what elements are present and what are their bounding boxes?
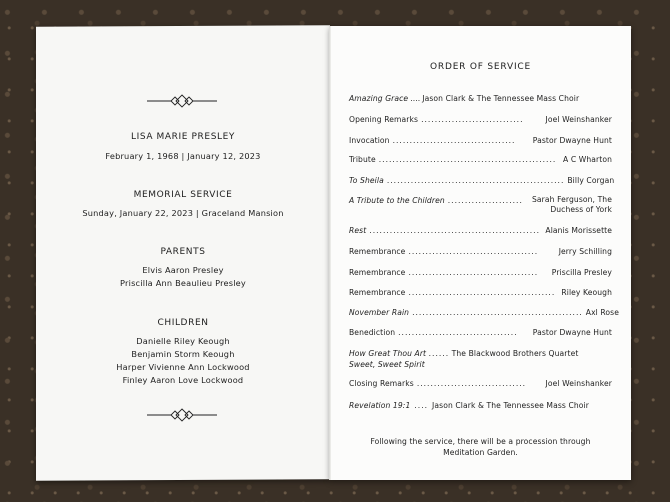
service-item-row (349, 225, 612, 236)
memorial-service-heading: MEMORIAL SERVICE (133, 190, 233, 200)
leader-dots: ................................ (416, 379, 527, 388)
leader-dots: .................................... (392, 136, 516, 145)
service-item-subtitle: Sweet, Sweet Spirit (349, 360, 425, 369)
service-item-title: Closing Remarks (349, 379, 414, 388)
leader-dots: ...................................... (408, 247, 539, 256)
service-item-row (349, 154, 612, 165)
leader-dots: ................................... (398, 328, 518, 337)
service-item-performer: Jason Clark & The Tennessee Mass Choir (422, 94, 580, 103)
parent-name: Elvis Aaron Presley (142, 265, 224, 275)
left-page-content (36, 26, 330, 480)
service-item-title: Remembrance (349, 288, 406, 297)
leader-dots: .................................................. (412, 308, 583, 317)
service-item-performer: Axl Rose (585, 308, 620, 317)
child-name: Finley Aaron Love Lockwood (122, 375, 244, 385)
service-item-performer: Sarah Ferguson, The Duchess of York (532, 195, 612, 214)
child-name: Benjamin Storm Keough (131, 349, 235, 359)
service-item-row (349, 246, 612, 257)
service-item-row (349, 175, 615, 186)
service-item-title: Tribute (349, 155, 376, 164)
service-item-row (349, 267, 612, 278)
service-item-row (349, 93, 612, 104)
leader-dots: .... (414, 401, 429, 410)
service-item-row (349, 287, 612, 298)
service-item-performer: Joel Weinshanker (545, 379, 612, 388)
service-item-row (349, 348, 612, 370)
service-item-performer: Pastor Dwayne Hunt (532, 328, 612, 337)
children-heading: CHILDREN (157, 318, 209, 328)
service-item-performer: Jerry Schilling (558, 247, 612, 256)
service-item-title: Remembrance (349, 247, 406, 256)
deceased-name: LISA MARIE PRESLEY (130, 132, 236, 142)
leader-dots: .............................. (421, 115, 524, 124)
service-item-title: Remembrance (349, 268, 406, 277)
service-item-row (349, 400, 612, 411)
service-item-row (349, 135, 612, 146)
memorial-service-details: Sunday, January 22, 2023 | Graceland Mansion (82, 208, 284, 218)
ornament-icon (147, 94, 217, 108)
service-item-performer: A C Wharton (563, 155, 612, 164)
service-item-performer: Joel Weinshanker (545, 115, 612, 124)
leader-dots: ...................... (447, 196, 523, 205)
service-item-performer: Pastor Dwayne Hunt (532, 136, 612, 145)
service-item-row (349, 378, 612, 389)
parent-name: Priscilla Ann Beaulieu Presley (120, 278, 246, 288)
service-item-performer: Priscilla Presley (551, 268, 612, 277)
ornament-icon (147, 408, 217, 422)
service-item-row (349, 195, 612, 215)
service-item-title: Revelation 19:1 (349, 401, 411, 410)
service-item-performer: Jason Clark & The Tennessee Mass Choir (432, 401, 589, 410)
leader-dots: .... (410, 94, 421, 103)
service-item-title: To Sheila (349, 176, 384, 185)
service-item-row (349, 327, 612, 338)
service-item-title: Amazing Grace (349, 94, 409, 103)
leader-dots: .................................................. (369, 226, 540, 235)
leader-dots: ...... (428, 349, 450, 358)
service-item-performer: Riley Keough (561, 288, 612, 297)
service-item-row (349, 114, 612, 125)
leader-dots: ...................................... (408, 268, 539, 277)
service-item-row (349, 307, 620, 318)
service-item-title: Rest (349, 226, 367, 235)
service-item-title: November Rain (349, 308, 410, 317)
service-item-title: A Tribute to the Children (349, 196, 445, 205)
service-item-title: Opening Remarks (349, 115, 419, 124)
service-item-performer: The Blackwood Brothers Quartet (451, 349, 579, 358)
service-item-performer: Alanis Morissette (545, 226, 612, 235)
service-item-performer: Billy Corgan (567, 176, 615, 185)
order-of-service-title: ORDER OF SERVICE (430, 62, 531, 72)
leader-dots: .................................................... (378, 155, 557, 164)
child-name: Harper Vivienne Ann Lockwood (116, 362, 250, 372)
closing-note: Following the service, there will be a procession through Meditation Garden. (370, 437, 591, 457)
service-item-title: How Great Thou Art (349, 349, 427, 358)
leader-dots: ........................................... (408, 288, 556, 297)
service-item-title: Benediction (349, 328, 396, 337)
memorial-program-booklet (36, 26, 631, 480)
parents-heading: PARENTS (160, 247, 206, 257)
right-page-content (330, 26, 631, 480)
child-name: Danielle Riley Keough (136, 336, 230, 346)
leader-dots: .................................................... (386, 176, 565, 185)
service-item-title: Invocation (349, 136, 390, 145)
life-dates: February 1, 1968 | January 12, 2023 (105, 151, 261, 161)
